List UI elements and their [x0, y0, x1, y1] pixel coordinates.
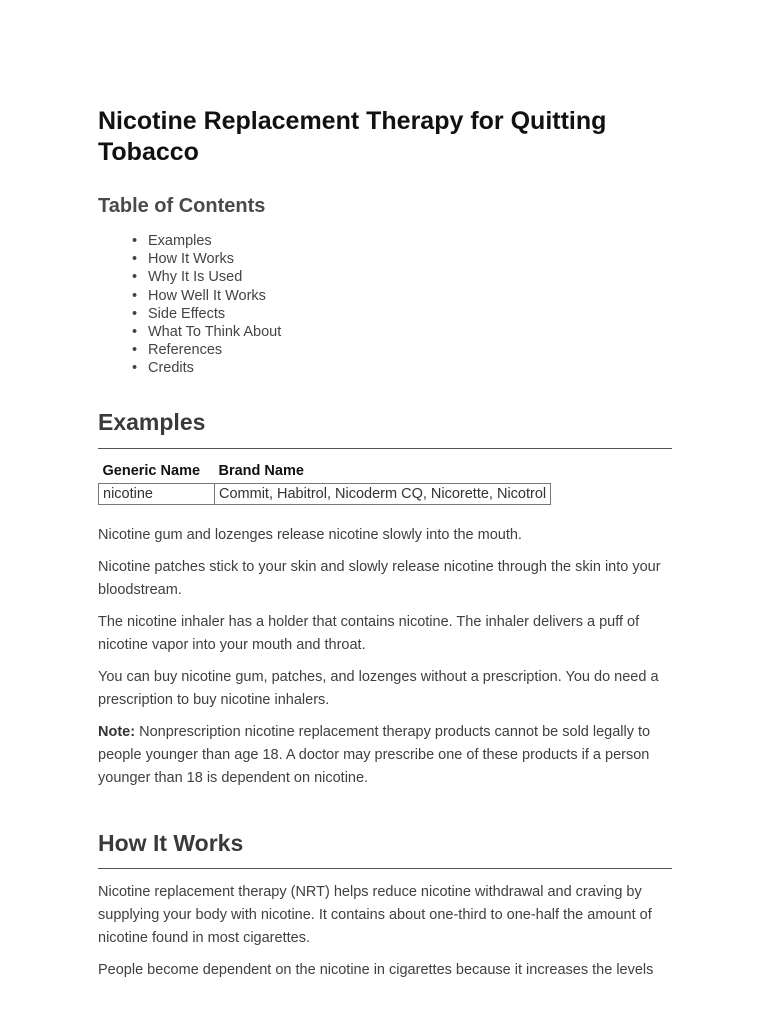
- toc-item-why-it-is-used[interactable]: • Why It Is Used: [148, 268, 672, 286]
- toc-item-how-it-works[interactable]: • How It Works: [148, 250, 672, 268]
- how-it-works-divider: [98, 868, 672, 869]
- note-text: Nonprescription nicotine replacement therapy products cannot be sold legally to people younger than age 18. A doctor may prescribe one of these products if a person younger than 18 is dependent on nicotine.: [98, 723, 651, 786]
- toc-item-what-to-think-about[interactable]: • What To Think About: [148, 323, 672, 341]
- drug-names-table: [98, 461, 551, 505]
- toc-item-examples[interactable]: • Examples: [148, 232, 672, 250]
- table-header-row: [99, 461, 551, 484]
- table-row: [99, 483, 551, 504]
- paragraph-nrt-explained: Nicotine replacement therapy (NRT) helps reduce nicotine withdrawal and craving by supplying your body with nicotine. It contains about one-third to one-half the amount of nicotine found in most cigarettes.: [98, 883, 652, 946]
- toc-list: [98, 232, 672, 378]
- examples-heading: Examples: [98, 408, 206, 435]
- table-cell-generic: nicotine: [99, 483, 215, 504]
- table-cell-brand: Commit, Habitrol, Nicoderm CQ, Nicorette, Nicotrol: [215, 483, 551, 504]
- paragraph-dependence: People become dependent on the nicotine in cigarettes because it increases the levels: [98, 961, 654, 978]
- examples-divider: [98, 448, 672, 449]
- paragraph-prescription: You can buy nicotine gum, patches, and lozenges without a prescription. You do need a prescription to buy nicotine inhalers.: [98, 668, 659, 708]
- toc-heading: Table of Contents: [98, 195, 266, 217]
- paragraph-inhaler: The nicotine inhaler has a holder that contains nicotine. The inhaler delivers a puff of nicotine vapor into your mouth and throat.: [98, 613, 640, 653]
- toc-item-references[interactable]: • References: [148, 341, 672, 359]
- table-header-generic-name: Generic Name: [102, 462, 201, 479]
- table-header-brand-name: Brand Name: [218, 462, 304, 479]
- toc-item-side-effects[interactable]: • Side Effects: [148, 305, 672, 323]
- paragraph-patches: Nicotine patches stick to your skin and slowly release nicotine through the skin into your bloodstream.: [98, 558, 661, 598]
- note-label: Note:: [98, 723, 136, 740]
- how-it-works-heading: How It Works: [98, 829, 244, 856]
- document-content: [98, 106, 672, 982]
- toc-item-credits[interactable]: • Credits: [148, 359, 672, 377]
- toc-item-how-well-it-works[interactable]: • How Well It Works: [148, 287, 672, 305]
- paragraph-gum-lozenges: Nicotine gum and lozenges release nicotine slowly into the mouth.: [98, 526, 522, 543]
- paragraph-note: [98, 721, 672, 790]
- page-title: Nicotine Replacement Therapy for Quitting Tobacco: [98, 107, 607, 166]
